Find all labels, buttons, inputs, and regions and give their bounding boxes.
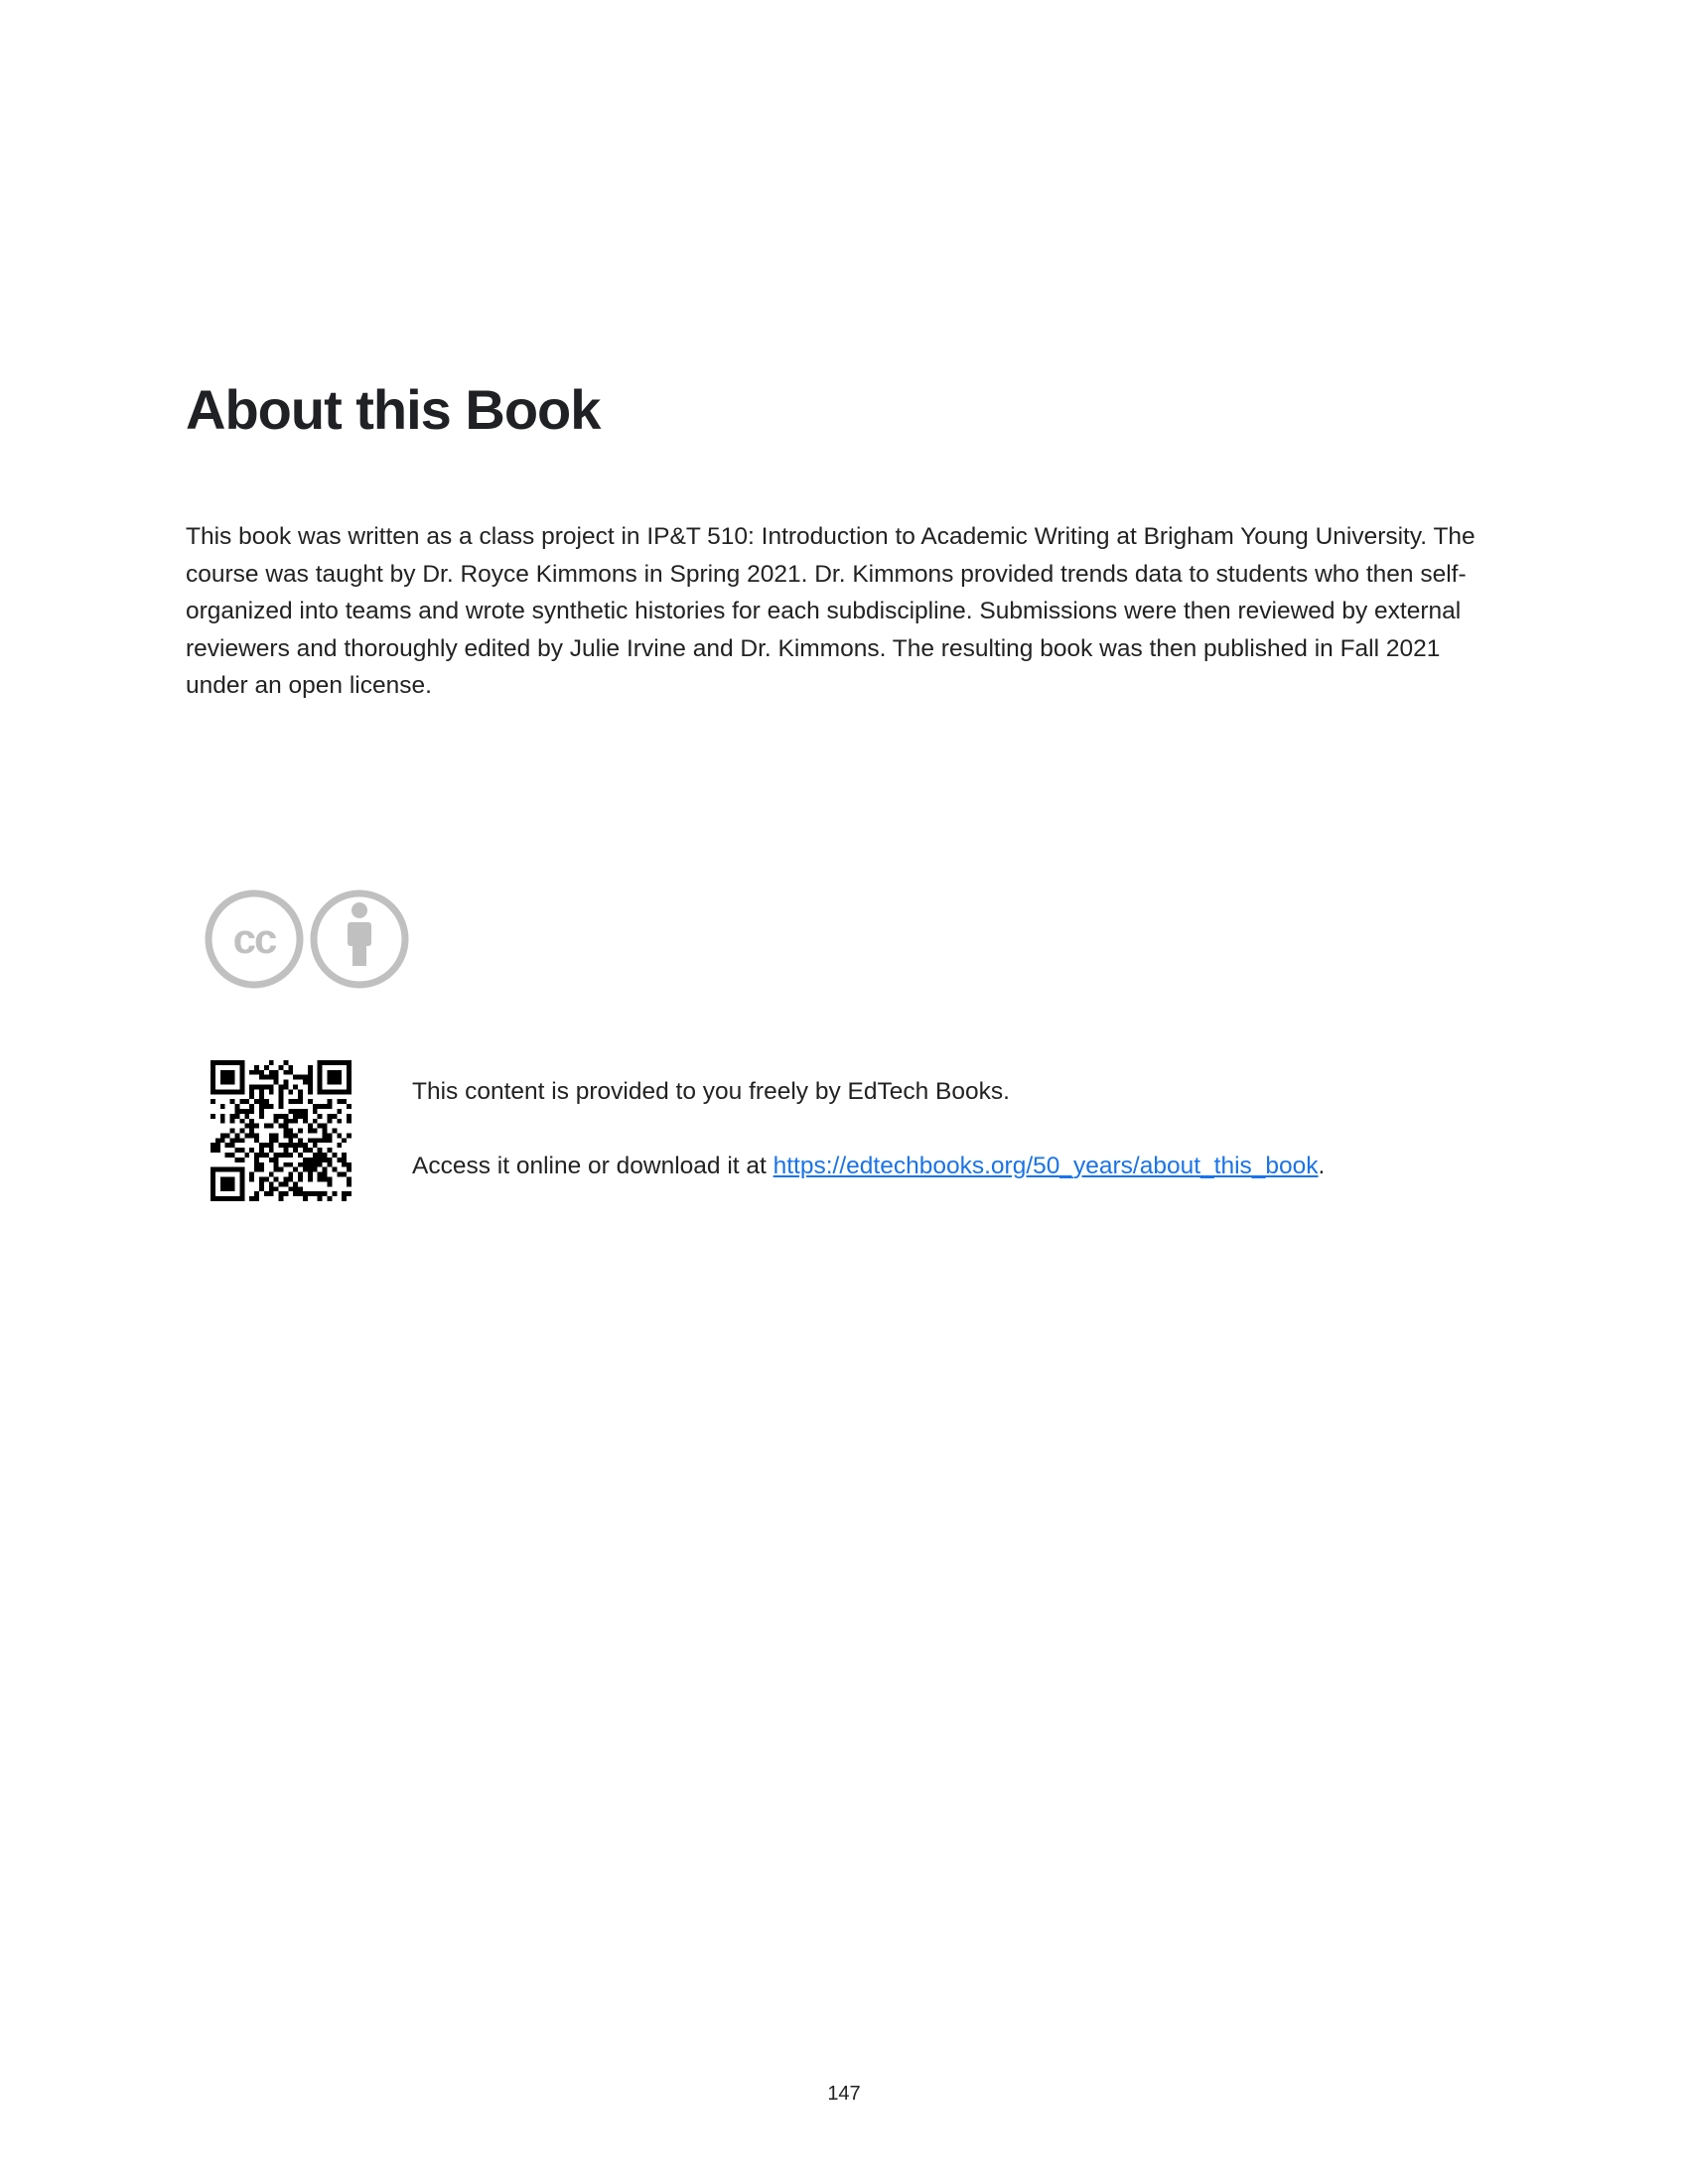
access-suffix: . — [1318, 1153, 1326, 1179]
body-paragraph: This book was written as a class project in IP&T 510: Introduction to Academic Writing at Brigham Young University. The course was taught by Dr. Royce Kimmons in Spring 2021. Dr. Kimmons provided trends data to students who then self-organized into teams and wrote synthetic histories for each subdiscipline. Submissions were then reviewed by external reviewers and thoroughly edited by Julie Irvine and Dr. Kimmons. The resulting book was then published in Fall 2021 under an open license. — [186, 523, 1476, 699]
creative-commons-by-icon — [203, 887, 411, 992]
access-prefix: Access it online or download it at — [412, 1153, 774, 1179]
provided-by-text: This content is provided to you freely by EdTech Books. — [412, 1078, 1010, 1105]
qr-code-icon[interactable] — [211, 1060, 352, 1201]
access-online-text — [412, 1152, 1325, 1181]
page-number: 147 — [827, 2083, 861, 2105]
page-title: About this Book — [186, 378, 601, 441]
book-link[interactable]: https://edtechbooks.org/50_years/about_this_book — [773, 1153, 1319, 1179]
svg-text:cc: cc — [232, 915, 276, 962]
